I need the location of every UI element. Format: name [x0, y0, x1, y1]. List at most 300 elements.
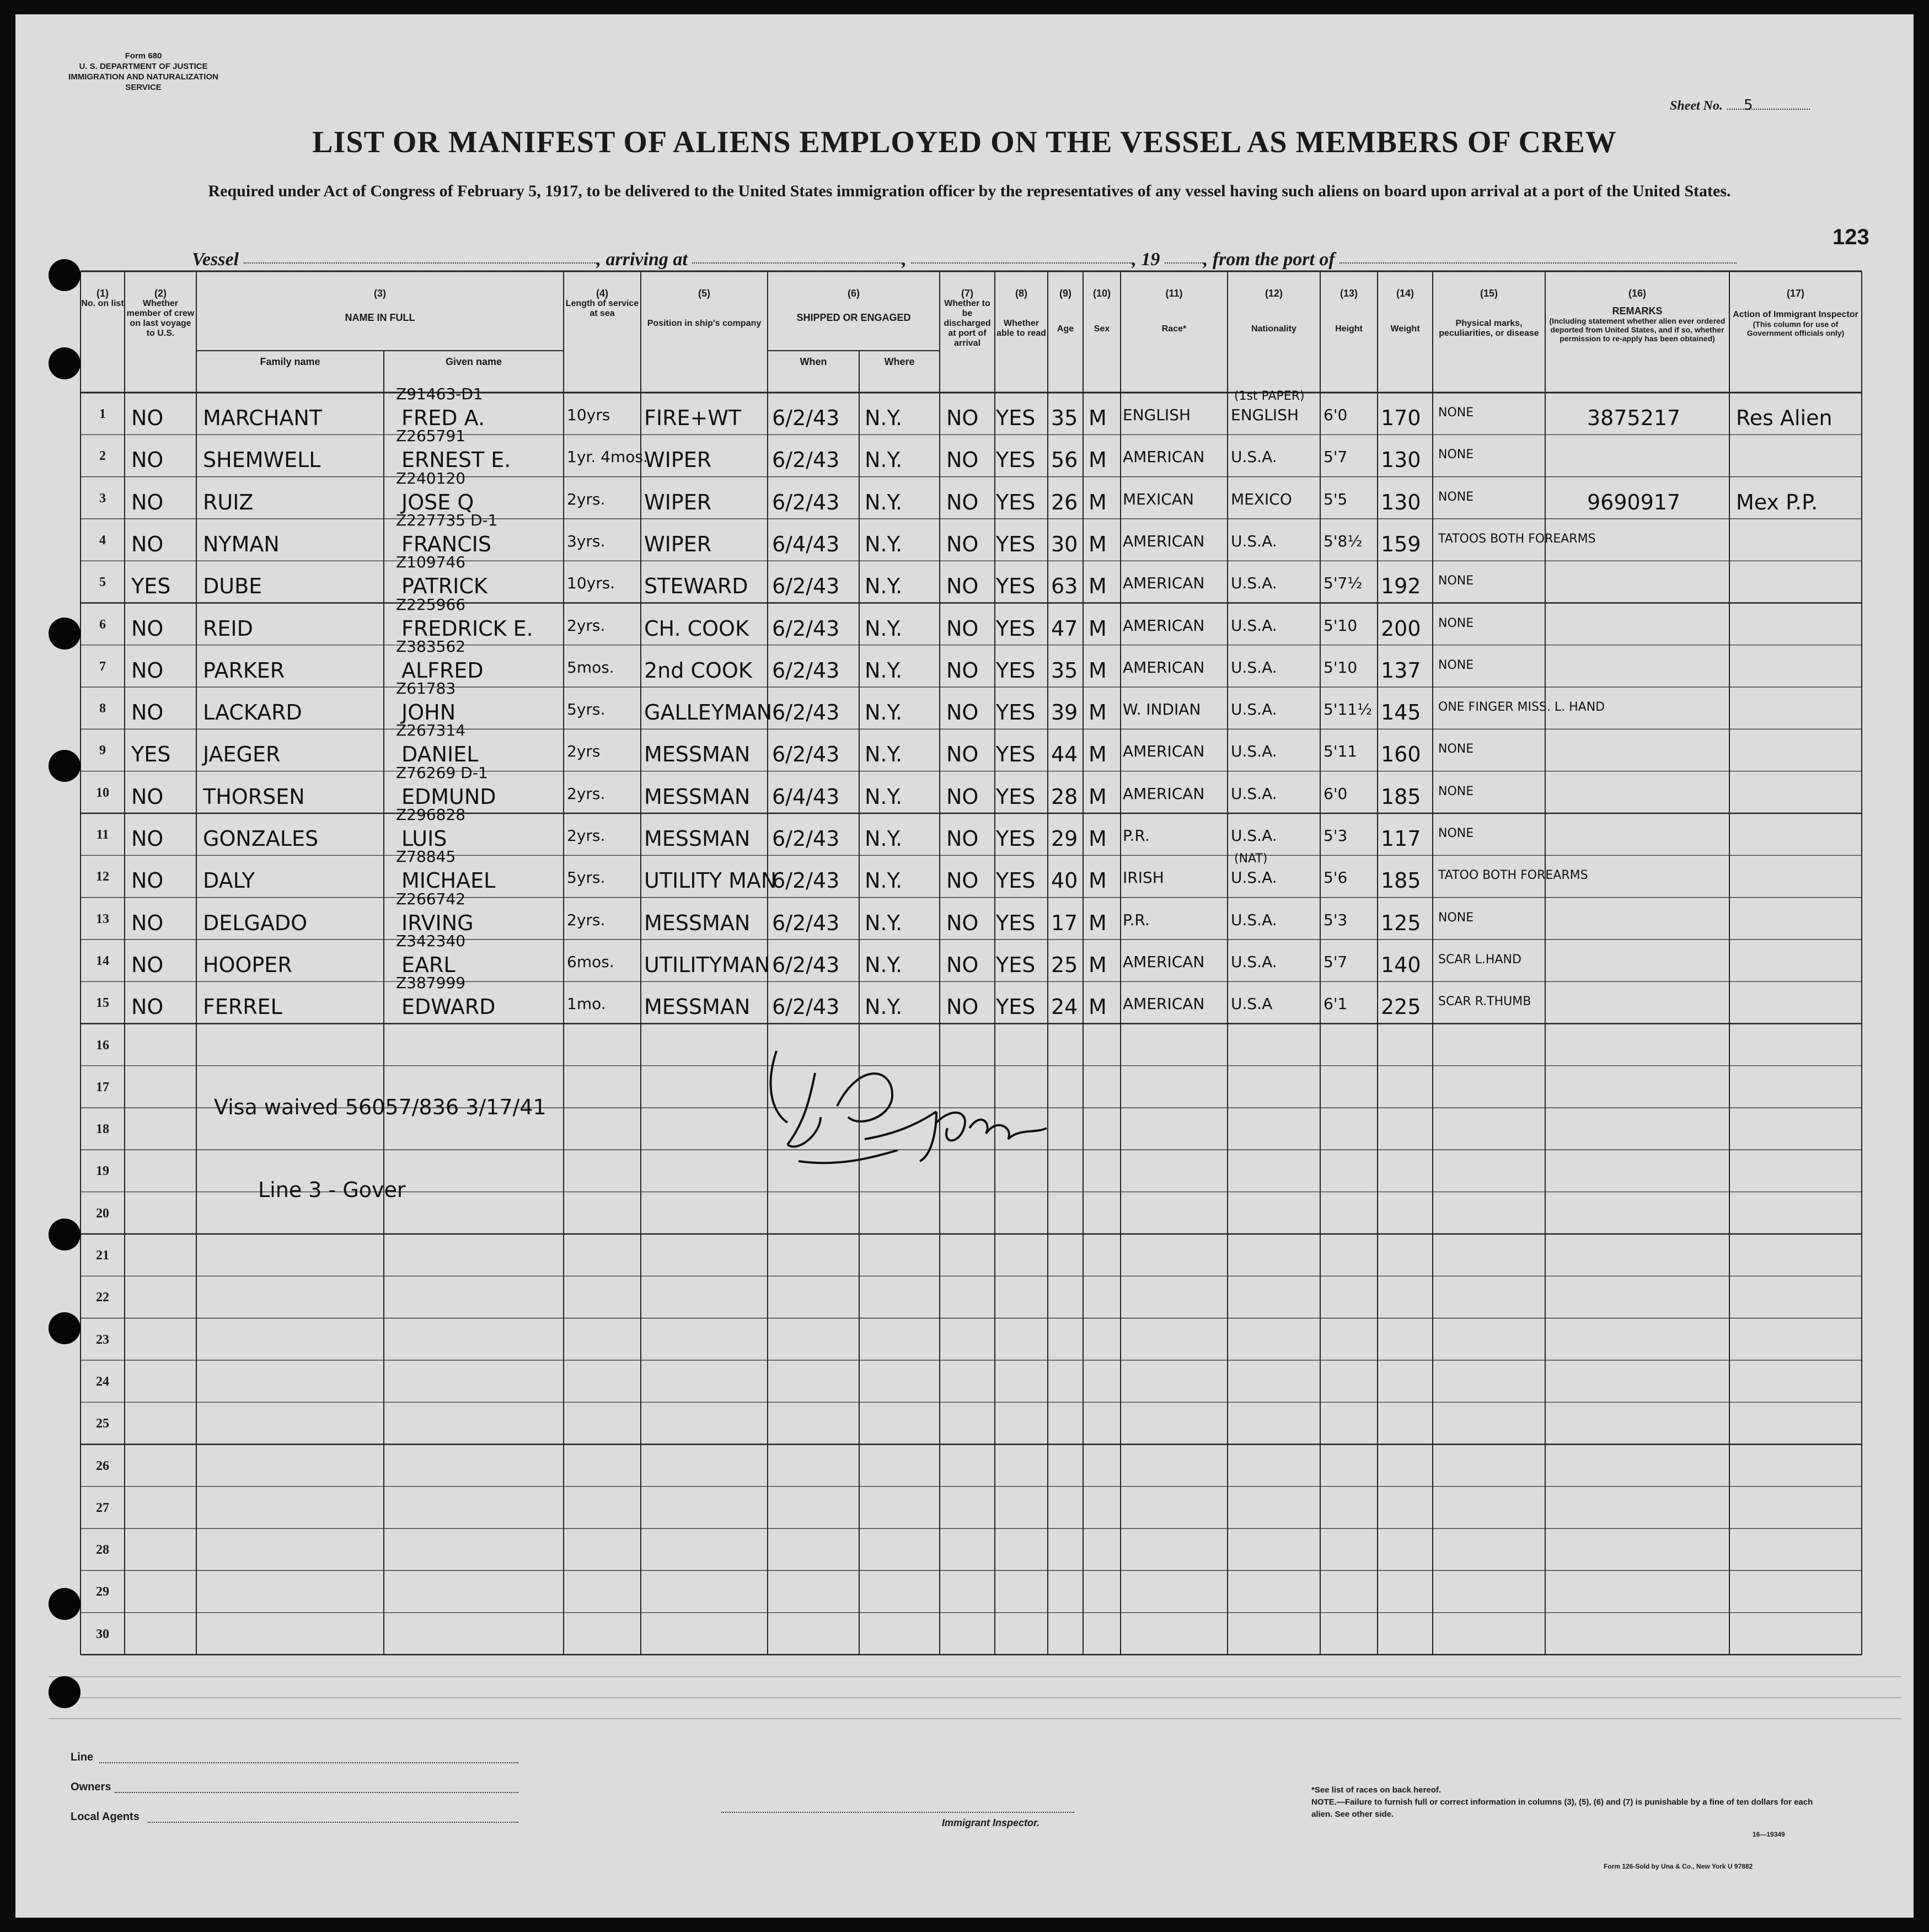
race-cell: W. INDIAN	[1123, 700, 1201, 719]
family-name-cell: SHEMWELL	[203, 448, 321, 473]
age-cell: 63	[1051, 574, 1078, 599]
prev-voyage-cell: NO	[131, 995, 164, 1019]
nationality-cell: U.S.A.	[1231, 616, 1277, 635]
col1-header: (1) No. on list	[81, 288, 124, 308]
nationality-cell: U.S.A.	[1231, 448, 1277, 466]
shipped-where-cell: N.Y.	[865, 574, 903, 599]
sheet-number-label: Sheet No.	[1670, 99, 1723, 113]
position-cell: 2nd COOK	[644, 658, 752, 683]
punch-hole	[49, 259, 81, 291]
row-number: 28	[96, 1543, 109, 1558]
col3-family-header: Family name	[260, 356, 320, 367]
shipped-where-cell: N.Y.	[865, 616, 903, 641]
row-number: 24	[96, 1374, 109, 1389]
weight-cell: 185	[1381, 868, 1421, 893]
race-cell: P.R.	[1123, 827, 1150, 845]
age-cell: 24	[1051, 995, 1078, 1019]
shipped-where-cell: N.Y.	[865, 827, 903, 851]
nationality-cell: U.S.A.	[1231, 827, 1277, 845]
physical-marks-cell: ONE FINGER MISS. L. HAND	[1438, 700, 1605, 715]
physical-marks-cell: NONE	[1438, 616, 1474, 630]
row-number: 27	[96, 1500, 109, 1515]
col2-header: (2) Whether member of crew on last voyage to U.S.	[126, 288, 195, 338]
nationality-cell: U.S.A	[1231, 995, 1273, 1013]
given-name-cell: EDWARD	[401, 995, 496, 1019]
footer-race-note: *See list of races on back hereof.	[1311, 1785, 1442, 1795]
row-number: 23	[96, 1332, 109, 1347]
service-length-cell: 3yrs.	[567, 532, 606, 550]
visa-note: Visa waived 56057/836 3/17/41	[214, 1095, 546, 1119]
height-cell: 5'8½	[1323, 532, 1363, 550]
able-to-read-cell: YES	[996, 616, 1036, 641]
race-cell: AMERICAN	[1123, 995, 1205, 1013]
seaman-id-number: Z225966	[396, 595, 466, 614]
service-length-cell: 1yr. 4mos.	[567, 448, 648, 466]
weight-cell: 170	[1381, 406, 1421, 430]
given-name-cell: IRVING	[401, 910, 474, 935]
col8-header: (8) Whether able to read	[996, 288, 1046, 338]
punch-hole	[49, 750, 81, 782]
position-cell: STEWARD	[644, 574, 748, 599]
discharge-cell: NO	[946, 868, 979, 893]
seaman-id-number: Z109746	[396, 553, 466, 572]
race-cell: ENGLISH	[1123, 406, 1191, 424]
height-cell: 5'11½	[1323, 700, 1373, 719]
prev-voyage-cell: NO	[131, 448, 164, 473]
punch-hole	[49, 1219, 81, 1251]
able-to-read-cell: YES	[996, 784, 1036, 809]
remarks-cell: 9690917	[1587, 490, 1681, 514]
col14-header: (14) Weight	[1390, 288, 1420, 334]
given-name-cell: JOSE Q	[401, 490, 474, 514]
row-number: 30	[96, 1627, 109, 1641]
prev-voyage-cell: NO	[131, 490, 164, 514]
discharge-cell: NO	[946, 742, 979, 767]
weight-cell: 145	[1381, 700, 1421, 725]
race-cell: MEXICAN	[1123, 490, 1194, 508]
discharge-cell: NO	[946, 995, 979, 1019]
row-number: 16	[96, 1038, 109, 1053]
discharge-cell: NO	[946, 490, 979, 514]
position-cell: MESSMAN	[644, 784, 751, 809]
row-number: 17	[96, 1080, 109, 1094]
family-name-cell: THORSEN	[203, 784, 305, 809]
position-cell: UTILITY MAN	[644, 868, 777, 893]
able-to-read-cell: YES	[996, 952, 1036, 977]
shipped-when-cell: 6/2/43	[772, 995, 840, 1019]
weight-cell: 137	[1381, 658, 1421, 683]
row-number: 13	[96, 911, 109, 926]
able-to-read-cell: YES	[996, 532, 1036, 556]
col7-header: (7) Whether to be discharged at port of arrival	[944, 288, 991, 348]
punch-hole	[49, 1588, 81, 1620]
sex-cell: M	[1089, 448, 1107, 473]
row-number: 9	[99, 743, 106, 758]
row-number: 7	[99, 659, 106, 674]
discharge-cell: NO	[946, 448, 979, 473]
nationality-cell: U.S.A.	[1231, 952, 1277, 971]
family-name-cell: HOOPER	[203, 952, 292, 977]
given-name-cell: PATRICK	[401, 574, 487, 599]
prev-voyage-cell: NO	[131, 868, 164, 893]
given-name-cell: FRANCIS	[401, 532, 492, 556]
height-cell: 5'7	[1323, 448, 1348, 466]
service-length-cell: 1mo.	[567, 995, 606, 1013]
family-name-cell: RUIZ	[203, 490, 254, 514]
discharge-cell: NO	[946, 532, 979, 556]
age-cell: 44	[1051, 742, 1078, 767]
race-cell: AMERICAN	[1123, 532, 1205, 550]
footer-line-label: Line	[71, 1751, 94, 1763]
height-cell: 6'0	[1323, 784, 1348, 803]
shipped-when-cell: 6/2/43	[772, 952, 840, 977]
prev-voyage-cell: NO	[131, 784, 164, 809]
shipped-when-cell: 6/2/43	[772, 448, 840, 473]
family-name-cell: DALY	[203, 868, 255, 893]
shipped-where-cell: N.Y.	[865, 952, 903, 977]
service: IMMIGRATION AND NATURALIZATION SERVICE	[68, 72, 218, 92]
seaman-id-number: Z265791	[396, 427, 466, 446]
col3-header: (3) NAME IN FULL	[345, 288, 415, 323]
page-stamp-number: 123	[1832, 225, 1869, 249]
weight-cell: 159	[1381, 532, 1421, 556]
race-cell: AMERICAN	[1123, 574, 1205, 593]
footer-printer: Form 126-Sold by Una & Co., New York U 97882	[1604, 1863, 1753, 1870]
physical-marks-cell: TATOOS BOTH FOREARMS	[1438, 532, 1596, 546]
position-cell: WIPER	[644, 490, 712, 514]
col9-header: (9) Age	[1057, 288, 1074, 334]
weight-cell: 140	[1381, 952, 1421, 977]
age-cell: 56	[1051, 448, 1078, 473]
col16-header: (16) REMARKS (Including statement whether alien ever ordered deported from United States, and if so, whether permission to re-apply has been obtained)	[1549, 288, 1726, 343]
footer-inspector-label: Immigrant Inspector.	[942, 1817, 1040, 1828]
physical-marks-cell: NONE	[1438, 574, 1474, 588]
able-to-read-cell: YES	[996, 995, 1036, 1019]
sex-cell: M	[1089, 574, 1107, 599]
seaman-id-number: Z342340	[396, 931, 466, 950]
col6-when-header: When	[800, 356, 827, 367]
service-length-cell: 2yrs.	[567, 910, 606, 929]
able-to-read-cell: YES	[996, 868, 1036, 893]
prev-voyage-cell: YES	[131, 742, 171, 767]
col3-given-header: Given name	[445, 356, 502, 367]
nationality-cell: U.S.A.	[1231, 532, 1277, 550]
vessel-line: Vessel , arriving at , , 19 , from the port of	[192, 249, 1737, 270]
family-name-cell: REID	[203, 616, 253, 641]
able-to-read-cell: YES	[996, 658, 1036, 683]
physical-marks-cell: SCAR L.HAND	[1438, 952, 1521, 967]
shipped-when-cell: 6/2/43	[772, 658, 840, 683]
arriving-label: , arriving at	[596, 249, 688, 270]
row-number: 8	[99, 701, 106, 716]
discharge-cell: NO	[946, 952, 979, 977]
seaman-id-number: Z296828	[396, 806, 466, 824]
family-name-cell: JAEGER	[203, 742, 281, 767]
family-name-cell: FERREL	[203, 995, 282, 1019]
row-number: 18	[96, 1122, 109, 1137]
page-title: LIST OR MANIFEST OF ALIENS EMPLOYED ON THE VESSEL AS MEMBERS OF CREW	[312, 125, 1617, 159]
col6-header: (6) SHIPPED OR ENGAGED	[796, 288, 911, 323]
row-number: 3	[99, 491, 106, 506]
discharge-cell: NO	[946, 616, 979, 641]
sex-cell: M	[1089, 784, 1107, 809]
given-name-cell: ERNEST E.	[401, 448, 511, 473]
given-name-cell: MICHAEL	[401, 868, 496, 893]
given-name-cell: EARL	[401, 952, 456, 977]
prev-voyage-cell: NO	[131, 658, 164, 683]
manifest-sheet	[15, 14, 1914, 1918]
row-number: 20	[96, 1206, 109, 1221]
position-cell: MESSMAN	[644, 827, 751, 851]
sex-cell: M	[1089, 658, 1107, 683]
nationality-cell: MEXICO	[1231, 490, 1292, 508]
page-subtitle: Required under Act of Congress of February 5, 1917, to be delivered to the United States immigration officer by the representatives of any vessel having such aliens on board upon arrival at a port of the United States.	[208, 182, 1731, 200]
shipped-where-cell: N.Y.	[865, 700, 903, 725]
col13-header: (13) Height	[1335, 288, 1363, 334]
sex-cell: M	[1089, 910, 1107, 935]
row-number: 29	[96, 1585, 109, 1600]
row-number: 22	[96, 1290, 109, 1305]
seaman-id-number: Z61783	[396, 679, 456, 698]
nationality-cell: U.S.A.	[1231, 658, 1277, 677]
height-cell: 5'6	[1323, 868, 1348, 887]
row-number: 15	[96, 996, 109, 1011]
punch-hole	[49, 347, 81, 379]
race-cell: AMERICAN	[1123, 448, 1205, 466]
footer-owners-label: Owners	[71, 1781, 111, 1793]
service-length-cell: 10yrs.	[567, 574, 615, 593]
height-cell: 6'1	[1323, 995, 1348, 1013]
seaman-id-number: Z76269 D-1	[396, 763, 488, 782]
row-number: 21	[96, 1248, 109, 1263]
remarks-cell: 3875217	[1587, 406, 1681, 430]
sheet-number-value: 5	[1744, 97, 1753, 114]
physical-marks-cell: NONE	[1438, 742, 1474, 756]
form-number: Form 680	[125, 51, 162, 61]
weight-cell: 130	[1381, 448, 1421, 473]
height-cell: 6'0	[1323, 406, 1348, 424]
sex-cell: M	[1089, 868, 1107, 893]
col6-where-header: Where	[884, 356, 915, 367]
prev-voyage-cell: NO	[131, 406, 164, 430]
row-number: 14	[96, 953, 109, 968]
position-cell: MESSMAN	[644, 995, 751, 1019]
seaman-id-number: Z383562	[396, 637, 466, 656]
nationality-cell: U.S.A.	[1231, 784, 1277, 803]
shipped-where-cell: N.Y.	[865, 406, 903, 430]
race-cell: P.R.	[1123, 910, 1150, 929]
physical-marks-cell: SCAR R.THUMB	[1438, 995, 1531, 1009]
nationality-cell: U.S.A.	[1231, 574, 1277, 593]
position-cell: WIPER	[644, 448, 712, 473]
family-name-cell: DELGADO	[203, 910, 308, 935]
race-cell: AMERICAN	[1123, 742, 1205, 761]
punch-hole	[49, 1312, 81, 1344]
sex-cell: M	[1089, 952, 1107, 977]
position-cell: WIPER	[644, 532, 712, 556]
age-cell: 26	[1051, 490, 1078, 514]
service-length-cell: 2yrs	[567, 742, 601, 761]
height-cell: 5'10	[1323, 658, 1358, 677]
nationality-note: (1st PAPER)	[1234, 389, 1305, 403]
height-cell: 5'3	[1323, 910, 1348, 929]
year-label: , 19	[1132, 249, 1160, 270]
nationality-cell: U.S.A.	[1231, 910, 1277, 929]
race-cell: AMERICAN	[1123, 616, 1205, 635]
service-length-cell: 2yrs.	[567, 827, 606, 845]
given-name-cell: LUIS	[401, 827, 447, 851]
weight-cell: 185	[1381, 784, 1421, 809]
prev-voyage-cell: NO	[131, 700, 164, 725]
physical-marks-cell: NONE	[1438, 827, 1474, 840]
able-to-read-cell: YES	[996, 490, 1036, 514]
given-name-cell: FREDRICK E.	[401, 616, 533, 641]
shipped-where-cell: N.Y.	[865, 448, 903, 473]
sex-cell: M	[1089, 742, 1107, 767]
age-cell: 35	[1051, 658, 1078, 683]
seaman-id-number: Z227735 D-1	[396, 511, 498, 529]
prev-voyage-cell: NO	[131, 532, 164, 556]
sex-cell: M	[1089, 406, 1107, 430]
footer-agents-label: Local Agents	[71, 1811, 140, 1823]
discharge-cell: NO	[946, 406, 979, 430]
prev-voyage-cell: NO	[131, 910, 164, 935]
row-number: 1	[99, 407, 106, 421]
weight-cell: 192	[1381, 574, 1421, 599]
physical-marks-cell: TATOO BOTH FOREARMS	[1438, 868, 1588, 883]
inspector-action-cell: Mex P.P.	[1736, 490, 1818, 514]
shipped-when-cell: 6/2/43	[772, 910, 840, 935]
race-cell: AMERICAN	[1123, 952, 1205, 971]
discharge-cell: NO	[946, 658, 979, 683]
service-length-cell: 6mos.	[567, 952, 614, 971]
sex-cell: M	[1089, 827, 1107, 851]
service-length-cell: 5yrs.	[567, 868, 606, 887]
family-name-cell: MARCHANT	[203, 406, 323, 430]
row-number: 5	[99, 575, 106, 590]
row-number: 26	[96, 1458, 109, 1473]
shipped-when-cell: 6/2/43	[772, 868, 840, 893]
position-cell: UTILITYMAN	[644, 952, 770, 977]
height-cell: 5'7½	[1323, 574, 1363, 593]
weight-cell: 125	[1381, 910, 1421, 935]
nationality-cell: U.S.A.	[1231, 700, 1277, 719]
row-number: 4	[99, 533, 106, 548]
punch-hole	[49, 1676, 81, 1708]
shipped-where-cell: N.Y.	[865, 742, 903, 767]
discharge-cell: NO	[946, 574, 979, 599]
officer-signature	[754, 1040, 1063, 1194]
seaman-id-number: Z267314	[396, 721, 466, 740]
punch-hole	[49, 618, 81, 650]
nationality-cell: U.S.A.	[1231, 868, 1277, 887]
shipped-when-cell: 6/2/43	[772, 700, 840, 725]
age-cell: 25	[1051, 952, 1078, 977]
prev-voyage-cell: NO	[131, 952, 164, 977]
family-name-cell: GONZALES	[203, 827, 319, 851]
able-to-read-cell: YES	[996, 448, 1036, 473]
weight-cell: 200	[1381, 616, 1421, 641]
age-cell: 17	[1051, 910, 1078, 935]
shipped-where-cell: N.Y.	[865, 532, 903, 556]
row-number: 11	[96, 828, 109, 842]
able-to-read-cell: YES	[996, 742, 1036, 767]
given-name-cell: FRED A.	[401, 406, 485, 430]
able-to-read-cell: YES	[996, 700, 1036, 725]
able-to-read-cell: YES	[996, 574, 1036, 599]
shipped-when-cell: 6/2/43	[772, 616, 840, 641]
height-cell: 5'5	[1323, 490, 1348, 508]
col10-header: (10) Sex	[1092, 288, 1111, 334]
family-name-cell: PARKER	[203, 658, 285, 683]
height-cell: 5'3	[1323, 827, 1348, 845]
inspector-action-cell: Res Alien	[1736, 406, 1832, 430]
shipped-when-cell: 6/2/43	[772, 574, 840, 599]
line-note: Line 3 - Gover	[258, 1178, 406, 1202]
weight-cell: 117	[1381, 827, 1421, 851]
shipped-when-cell: 6/2/43	[772, 406, 840, 430]
height-cell: 5'10	[1323, 616, 1358, 635]
discharge-cell: NO	[946, 700, 979, 725]
service-length-cell: 5yrs.	[567, 700, 606, 719]
seaman-id-number: Z266742	[396, 889, 466, 908]
discharge-cell: NO	[946, 910, 979, 935]
row-number: 10	[96, 785, 109, 800]
col4-header: (4) Length of service at sea	[565, 288, 639, 318]
able-to-read-cell: YES	[996, 910, 1036, 935]
prev-voyage-cell: NO	[131, 616, 164, 641]
seaman-id-number: Z240120	[396, 469, 466, 487]
footer-code: 16—19349	[1753, 1831, 1785, 1838]
physical-marks-cell: NONE	[1438, 658, 1474, 672]
weight-cell: 160	[1381, 742, 1421, 767]
shipped-where-cell: N.Y.	[865, 910, 903, 935]
physical-marks-cell: NONE	[1438, 448, 1474, 462]
physical-marks-cell: NONE	[1438, 784, 1474, 798]
age-cell: 35	[1051, 406, 1078, 430]
family-name-cell: LACKARD	[203, 700, 302, 725]
service-length-cell: 2yrs.	[567, 490, 606, 508]
row-number: 25	[96, 1416, 109, 1431]
age-cell: 40	[1051, 868, 1078, 893]
family-name-cell: NYMAN	[203, 532, 280, 556]
vessel-label: Vessel	[192, 249, 239, 270]
sex-cell: M	[1089, 995, 1107, 1019]
age-cell: 28	[1051, 784, 1078, 809]
shipped-when-cell: 6/4/43	[772, 784, 840, 809]
shipped-where-cell: N.Y.	[865, 868, 903, 893]
physical-marks-cell: NONE	[1438, 406, 1474, 420]
shipped-where-cell: N.Y.	[865, 784, 903, 809]
col15-header: (15) Physical marks, peculiarities, or disease	[1439, 288, 1539, 338]
department: U. S. DEPARTMENT OF JUSTICE	[79, 62, 208, 71]
position-cell: GALLEYMAN	[644, 700, 773, 725]
footer-penalty-note: NOTE.—Failure to furnish full or correct information in columns (3), (5), (6) and (7) is punishable by a fine of ten dollars for each alien. See other side.	[1311, 1797, 1813, 1819]
prev-voyage-cell: NO	[131, 827, 164, 851]
physical-marks-cell: NONE	[1438, 490, 1474, 504]
shipped-when-cell: 6/2/43	[772, 827, 840, 851]
race-cell: IRISH	[1123, 868, 1164, 887]
sex-cell: M	[1089, 700, 1107, 725]
shipped-where-cell: N.Y.	[865, 995, 903, 1019]
position-cell: MESSMAN	[644, 742, 751, 767]
given-name-cell: ALFRED	[401, 658, 484, 683]
family-name-cell: DUBE	[203, 574, 262, 599]
able-to-read-cell: YES	[996, 406, 1036, 430]
given-name-cell: EDMUND	[401, 784, 496, 809]
height-cell: 5'11	[1323, 742, 1358, 761]
race-cell: AMERICAN	[1123, 784, 1205, 803]
